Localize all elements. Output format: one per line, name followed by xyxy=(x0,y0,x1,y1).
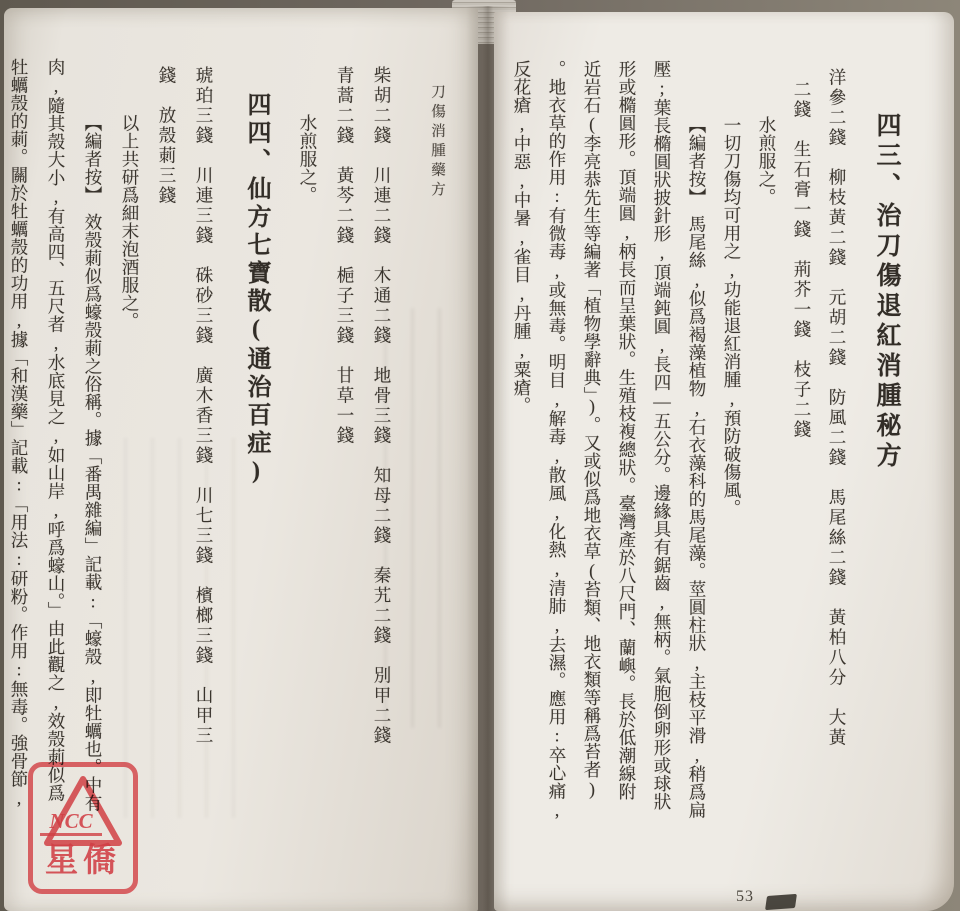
text-column-editor-note: 【編者按】 馬尾絲,似爲褐藻植物,石衣藻科的馬尾藻。莖圓柱狀,主枝平滑,稍爲扁 xyxy=(687,116,707,820)
text-column: 水煎服之。 xyxy=(298,114,318,204)
section-title: 四三、治刀傷退紅消腫秘方 xyxy=(873,112,900,472)
text-column: 水煎服之。 xyxy=(757,116,777,206)
text-column-ingredients: 二錢 生石膏一錢 荊芥一錢 枝子二錢 xyxy=(792,80,812,440)
text-column: 牡蠣殼的莿。關於牡蠣殼的功用,據「和漢藥」記載:「用法:研粉。作用:無毒。強骨節, xyxy=(9,58,29,809)
text-column-ingredients: 柴胡二錢 川連二錢 木通二錢 地骨三錢 知母二錢 秦艽二錢 別甲二錢 xyxy=(372,66,392,746)
stamp-text-ncc: NCC xyxy=(40,811,102,836)
text-column-ingredients: 琥珀三錢 川連三錢 硃砂三錢 廣木香三錢 川七三錢 檳榔三錢 山甲三 xyxy=(194,66,214,746)
section-title: 四四、仙方七寶散(通治百症) xyxy=(243,92,269,488)
watermark-stamp xyxy=(28,762,138,894)
text-column-ingredients: 洋參二錢 柳枝黃二錢 元胡二錢 防風二錢 馬尾絲二錢 黃柏八分 大黃 xyxy=(827,68,847,748)
right-page-text xyxy=(510,60,912,820)
text-column: 形或橢圓形。頂端圓,柄長而呈葉狀。生殖枝複總狀。臺灣產於八尺門、蘭嶼。長於低潮線附 xyxy=(617,60,637,801)
right-page xyxy=(494,12,954,911)
text-column: 壓;葉長橢圓狀披針形,頂端鈍圓,長四—五公分。邊緣具有鋸齒,無柄。氣胞倒卵形或球狀 xyxy=(652,60,672,811)
running-head: 刀傷消腫藥方 xyxy=(429,84,445,201)
left-page-text xyxy=(7,58,448,818)
text-column: 一切刀傷均可用之,功能退紅消腫,預防破傷風。 xyxy=(722,116,742,517)
text-column: 肉,隨其殼大小,有高四、五尺者,水底見之,如山岸,呼爲蠔山。」由此觀之,效殼莿似爲 xyxy=(46,58,66,803)
text-column: 以上共研爲細末泡酒服之。 xyxy=(120,114,140,330)
text-column: 。地衣草的作用:有微毒,或無毒。明目,解毒,散風,化熱,清肺,去濕。應用:卒心痛, xyxy=(547,60,567,821)
text-column-editor-note: 【編者按】 效殼莿似爲蠔殼莿之俗稱。據「番禺雜編」記載:「蠔殼,即牡蠣也。中有 xyxy=(83,114,103,813)
text-column: 近岩石(李亮恭先生等編著「植物學辭典」)。又或似爲地衣草(苔類、地衣類等稱爲苔者) xyxy=(582,60,602,800)
text-column-ingredients: 青蒿二錢 黃芩二錢 梔子三錢 甘草一錢 xyxy=(335,66,355,446)
stamp-text-star: 星僑 xyxy=(45,843,121,879)
page-number: 53 xyxy=(736,888,754,905)
ink-mark xyxy=(765,894,797,910)
text-column: 反花瘡,中惡,中暑,雀目,丹腫,粟瘡。 xyxy=(512,60,532,415)
text-column-ingredients: 錢 放殼莿三錢 xyxy=(157,66,177,206)
